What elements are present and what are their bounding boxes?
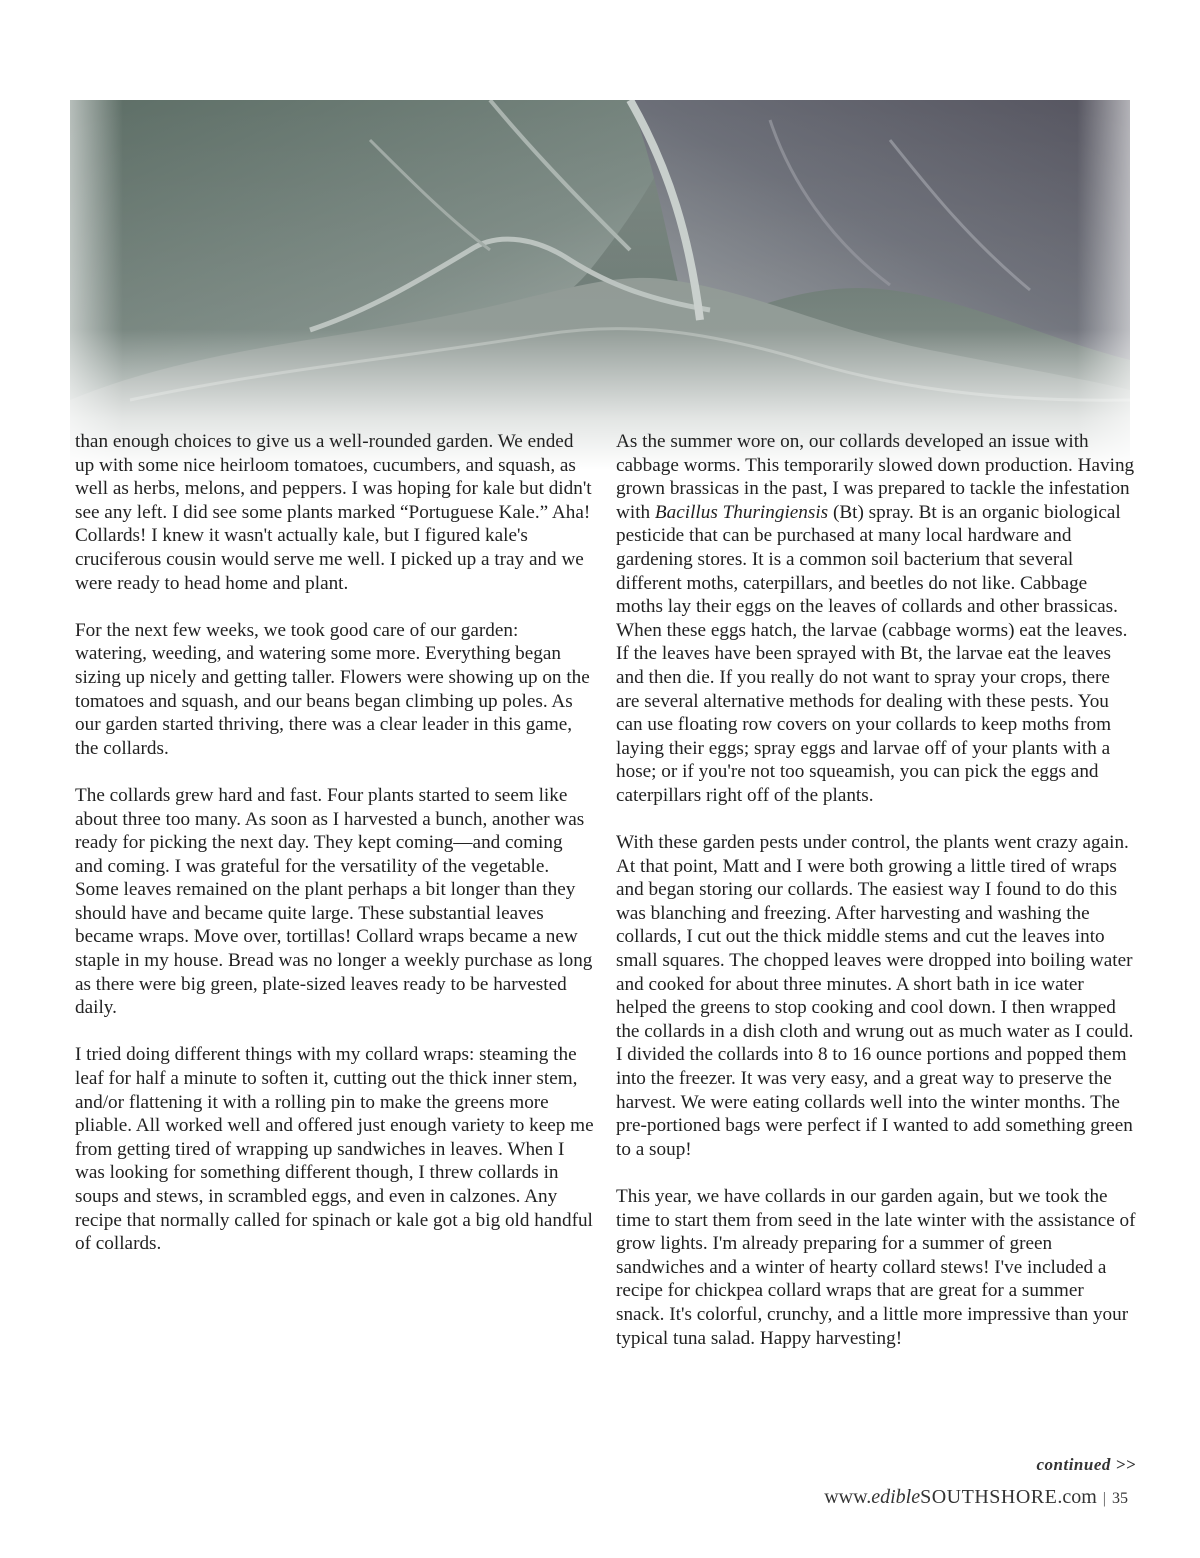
right-paragraph-1-end: (Bt) spray. Bt is an organic biological pesticide that can be purchased at many local hardware and gardening stores. It is a common soil bacterium that several different moths, caterpillars, and beetles do not like. Cabbage moths lay their eggs on the leaves of collards and other brassicas. When these eggs hatch, the larvae (cabbage worms) eat the leaves. If the leaves have been sprayed with Bt, the larvae eat the leaves and then die. If you really do not want to spray your crops, there are several alternative methods for dealing with these pests. You can use floating row covers on your collards to keep moths from laying their eggs; spray eggs and larvae off of your plants with a hose; or if you're not too squeamish, you can pick the eggs and caterpillars right off of the plants. — [616, 501, 1128, 806]
footer-separator: | — [1102, 1490, 1106, 1507]
url-prefix: www. — [824, 1486, 872, 1508]
scientific-name: Bacillus Thuringiensis — [654, 501, 829, 523]
page-footer — [824, 1486, 1128, 1509]
url-suffix: .com — [1057, 1486, 1097, 1508]
brand-southshore: SOUTHSHORE — [920, 1486, 1058, 1508]
collard-leaf-photo — [70, 100, 1130, 470]
left-paragraph-3: The collards grew hard and fast. Four plants started to seem like about three too many. As soon as I harvested a bunch, another was ready for picking the next day. They kept coming—and coming and coming. I was grateful for the versatility of the vegetable. Some leaves remained on the plant perhaps a bit longer than they should have and became quite large. These substantial leaves became wraps. Move over, tortillas! Collard wraps became a new staple in my house. Bread was no longer a weekly purchase as long as there were big green, plate-sized leaves ready to be harvested daily. — [75, 784, 593, 1019]
right-column — [616, 430, 1136, 1350]
right-paragraph-3: This year, we have collards in our garden again, but we took the time to start them from seed in the late winter with the assistance of grow lights. I'm already preparing for a summer of green sandwiches and a winter of hearty collard stews! I've included a recipe for chickpea collard wraps that are great for a summer snack. It's colorful, crunchy, and a little more impressive than your typical tuna salad. Happy harvesting! — [616, 1186, 1136, 1349]
brand-edible: edible — [871, 1486, 921, 1508]
left-paragraph-2: For the next few weeks, we took good care of our garden: watering, weeding, and watering some more. Everything began sizing up nicely and getting taller. Flowers were showing up on the tomatoes and squash, and our beans began climbing up poles. As our garden started thriving, there was a clear leader in this game, the collards. — [75, 619, 590, 759]
right-paragraph-2: With these garden pests under control, the plants went crazy again. At that point, Matt and I were both growing a little tired of wraps and began storing our collards. The easiest way I found to do this was blanching and freezing. After harvesting and washing the collards, I cut out the thick middle stems and cut the leaves into small squares. The chopped leaves were dropped into boiling water and cooked for about three minutes. A short bath in ice water helped the greens to stop cooking and cool down. I then wrapped the collards in a dish cloth and wrung out as much water as I could. I divided the collards into 8 to 16 ounce portions and popped them into the freezer. It was very easy, and a great way to preserve the harvest. We were eating collards well into the winter months. The pre-portioned bags were perfect if I wanted to add something green to a soup! — [616, 832, 1134, 1160]
right-paragraph-1 — [616, 430, 1136, 808]
left-paragraph-1: than enough choices to give us a well-rounded garden. We ended up with some nice heirloom tomatoes, cucumbers, and squash, as well as herbs, melons, and peppers. I was hoping for kale but didn't see any left. I did see some plants marked “Portuguese Kale.” Aha! Collards! I knew it wasn't actually kale, but I figured kale's cruciferous cousin would serve me well. I picked up a tray and we were ready to head home and plant. — [75, 431, 592, 594]
left-column — [75, 430, 595, 1256]
collard-leaf-icon — [70, 100, 1130, 470]
continued-link[interactable]: continued >> — [1036, 1455, 1136, 1474]
right-paragraph-1-start: As the summer wore on, our collards developed an issue with cabbage worms. This temporarily slowed down production. Having grown brassicas in the past, I was prepared to tackle the infestation with — [616, 431, 1135, 523]
page-number: 35 — [1112, 1490, 1128, 1507]
footer-url[interactable] — [824, 1486, 1097, 1508]
left-paragraph-4: I tried doing different things with my collard wraps: steaming the leaf for half a minute to soften it, cutting out the thick inner stem, and/or flattening it with a rolling pin to make the greens more pliable. All worked well and offered just enough variety to keep me from getting tired of wrapping up sandwiches in leaves. When I was looking for something different though, I threw collards in soups and stews, in scrambled eggs, and even in calzones. Any recipe that normally called for spinach or kale got a big old handful of collards. — [75, 1044, 594, 1255]
